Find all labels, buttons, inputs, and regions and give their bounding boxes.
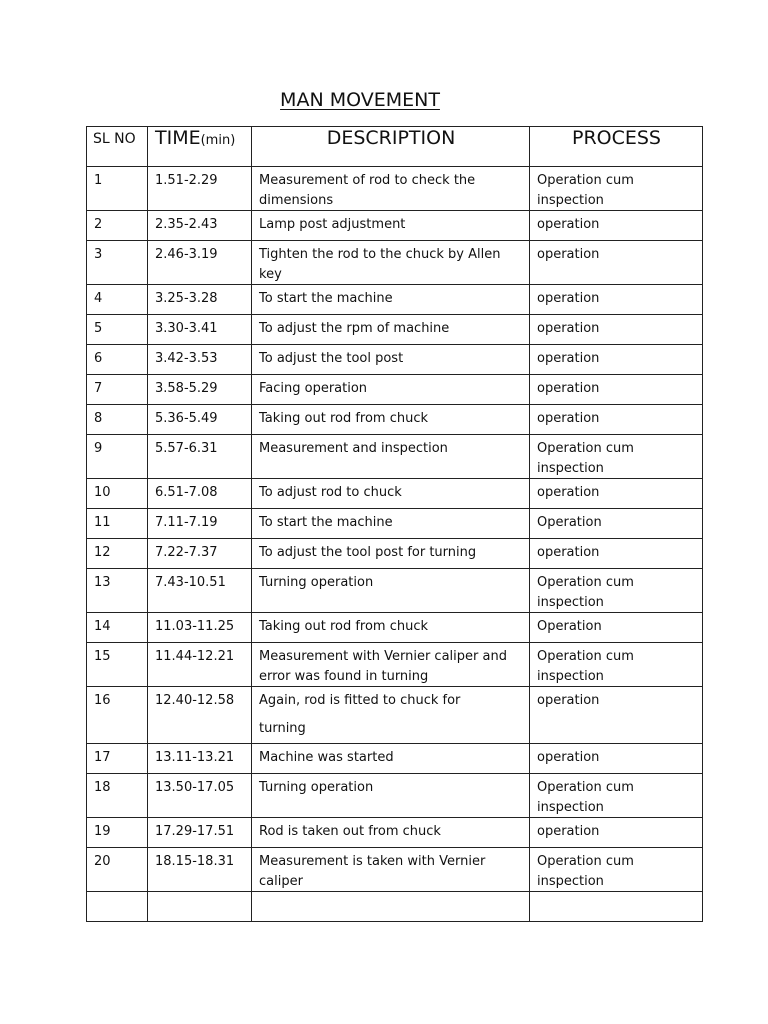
- cell-time: 3.30-3.41: [148, 315, 252, 345]
- cell-sl-no: 1: [87, 167, 148, 211]
- table-row: [87, 744, 703, 774]
- header-time: [148, 127, 252, 167]
- cell-sl-no: 12: [87, 539, 148, 569]
- cell-description: Lamp post adjustment: [252, 211, 530, 241]
- table-row: [87, 848, 703, 892]
- cell-description: Taking out rod from chuck: [252, 613, 530, 643]
- empty-cell: [87, 892, 148, 922]
- cell-process: Operation: [530, 509, 703, 539]
- cell-process: operation: [530, 375, 703, 405]
- cell-time: 1.51-2.29: [148, 167, 252, 211]
- empty-cell: [252, 892, 530, 922]
- cell-description: Measurement of rod to check the dimensions: [252, 167, 530, 211]
- cell-process: operation: [530, 315, 703, 345]
- cell-time: 17.29-17.51: [148, 818, 252, 848]
- header-time-unit: (min): [200, 133, 236, 148]
- cell-description-line2: turning: [259, 720, 306, 736]
- cell-sl-no: 10: [87, 479, 148, 509]
- cell-process: Operation cum inspection: [530, 435, 703, 479]
- cell-process: operation: [530, 345, 703, 375]
- cell-process: Operation cum inspection: [530, 569, 703, 613]
- table-row: [87, 315, 703, 345]
- cell-time: 18.15-18.31: [148, 848, 252, 892]
- cell-sl-no: 14: [87, 613, 148, 643]
- cell-time: 7.22-7.37: [148, 539, 252, 569]
- cell-process: Operation cum inspection: [530, 167, 703, 211]
- table-row: [87, 167, 703, 211]
- cell-sl-no: 8: [87, 405, 148, 435]
- table-row: [87, 345, 703, 375]
- cell-process: operation: [530, 744, 703, 774]
- cell-description: Tighten the rod to the chuck by Allen key: [252, 241, 530, 285]
- cell-sl-no: 11: [87, 509, 148, 539]
- table-row: [87, 687, 703, 744]
- cell-description: To adjust the tool post for turning: [252, 539, 530, 569]
- table-row: [87, 539, 703, 569]
- cell-process: Operation cum inspection: [530, 643, 703, 687]
- cell-description: To start the machine: [252, 285, 530, 315]
- table-row: [87, 613, 703, 643]
- table-row: [87, 569, 703, 613]
- cell-description: Facing operation: [252, 375, 530, 405]
- cell-process: Operation cum inspection: [530, 774, 703, 818]
- cell-sl-no: 17: [87, 744, 148, 774]
- cell-sl-no: 13: [87, 569, 148, 613]
- cell-sl-no: 2: [87, 211, 148, 241]
- cell-process: Operation: [530, 613, 703, 643]
- cell-sl-no: 7: [87, 375, 148, 405]
- cell-time: 12.40-12.58: [148, 687, 252, 744]
- cell-sl-no: 16: [87, 687, 148, 744]
- table-row: [87, 509, 703, 539]
- empty-cell: [148, 892, 252, 922]
- cell-sl-no: 6: [87, 345, 148, 375]
- empty-table-row: [87, 892, 703, 922]
- empty-cell: [530, 892, 703, 922]
- cell-description: To adjust the tool post: [252, 345, 530, 375]
- cell-sl-no: 9: [87, 435, 148, 479]
- table-row: [87, 479, 703, 509]
- cell-sl-no: 15: [87, 643, 148, 687]
- cell-time: 7.11-7.19: [148, 509, 252, 539]
- cell-time: 11.03-11.25: [148, 613, 252, 643]
- cell-sl-no: 4: [87, 285, 148, 315]
- cell-description: Turning operation: [252, 569, 530, 613]
- table-row: [87, 435, 703, 479]
- cell-description: Turning operation: [252, 774, 530, 818]
- header-process: PROCESS: [530, 127, 703, 167]
- document-title: [0, 88, 720, 112]
- header-sl-no: SL NO: [87, 127, 148, 167]
- cell-time: 5.36-5.49: [148, 405, 252, 435]
- cell-description: Measurement and inspection: [252, 435, 530, 479]
- document-title-text: MAN MOVEMENT: [280, 89, 440, 111]
- table-row: [87, 285, 703, 315]
- table-row: [87, 241, 703, 285]
- cell-process: operation: [530, 405, 703, 435]
- table-row: [87, 211, 703, 241]
- cell-time: 13.50-17.05: [148, 774, 252, 818]
- cell-time: 3.25-3.28: [148, 285, 252, 315]
- cell-time: 2.35-2.43: [148, 211, 252, 241]
- cell-description: [252, 687, 530, 744]
- cell-process: operation: [530, 211, 703, 241]
- man-movement-table: [86, 126, 703, 922]
- cell-process: operation: [530, 818, 703, 848]
- cell-sl-no: 20: [87, 848, 148, 892]
- cell-description: To start the machine: [252, 509, 530, 539]
- cell-process: operation: [530, 285, 703, 315]
- cell-sl-no: 5: [87, 315, 148, 345]
- cell-sl-no: 3: [87, 241, 148, 285]
- cell-time: 6.51-7.08: [148, 479, 252, 509]
- cell-time: 3.42-3.53: [148, 345, 252, 375]
- cell-description: Rod is taken out from chuck: [252, 818, 530, 848]
- cell-description: Taking out rod from chuck: [252, 405, 530, 435]
- table-row: [87, 643, 703, 687]
- cell-process: operation: [530, 539, 703, 569]
- cell-sl-no: 19: [87, 818, 148, 848]
- cell-time: 2.46-3.19: [148, 241, 252, 285]
- cell-time: 7.43-10.51: [148, 569, 252, 613]
- cell-description: Measurement with Vernier caliper and error was found in turning: [252, 643, 530, 687]
- cell-sl-no: 18: [87, 774, 148, 818]
- cell-time: 5.57-6.31: [148, 435, 252, 479]
- cell-description: Measurement is taken with Vernier caliper: [252, 848, 530, 892]
- table-row: [87, 818, 703, 848]
- cell-time: 11.44-12.21: [148, 643, 252, 687]
- table-row: [87, 405, 703, 435]
- cell-description: To adjust rod to chuck: [252, 479, 530, 509]
- table-header-row: [87, 127, 703, 167]
- cell-process: operation: [530, 479, 703, 509]
- table-row: [87, 375, 703, 405]
- cell-process: Operation cum inspection: [530, 848, 703, 892]
- cell-process: operation: [530, 241, 703, 285]
- cell-process: operation: [530, 687, 703, 744]
- header-time-label: TIME: [155, 127, 201, 149]
- cell-description: To adjust the rpm of machine: [252, 315, 530, 345]
- cell-time: 3.58-5.29: [148, 375, 252, 405]
- cell-time: 13.11-13.21: [148, 744, 252, 774]
- header-description: DESCRIPTION: [252, 127, 530, 167]
- table-body: [87, 167, 703, 922]
- cell-description-line1: Again, rod is fitted to chuck for: [259, 693, 461, 708]
- table-row: [87, 774, 703, 818]
- cell-description: Machine was started: [252, 744, 530, 774]
